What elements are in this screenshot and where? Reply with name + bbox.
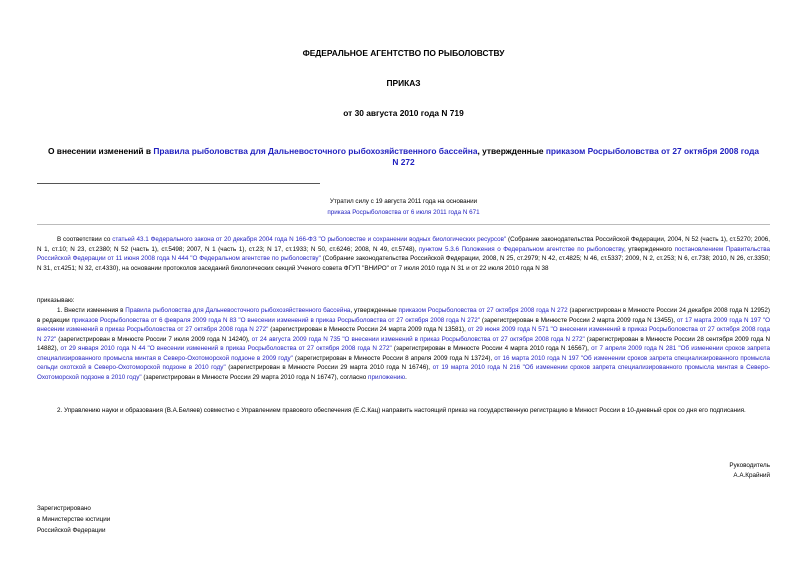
text: 1. Внести изменения в xyxy=(57,307,126,314)
link-order-571[interactable]: от 29 июня 2009 года N 571 "О внесении изменений в приказ Росрыболовства от 27 октября 2008 года N 272" xyxy=(37,326,770,343)
text: (Собрание законодательства Российской Федерации, 2008, N 25, ст.2979; N 42, ст.4825; N 46, ст.5337; 2009, N 2, ст.253; N 6, ст.738; 2010, N 26, ст.3350; N 31, ст.4251; N 32, ст.4330), на основании протоколов заседаний биологических секций Ученого совета ФГУП "ВНИРО" от 7 июля 2010 года N 31 и от 22 июля 2010 года N 38 xyxy=(37,255,770,272)
link-order-197-2009[interactable]: от 17 марта 2009 года N 197 "О внесении изменений в приказ Росрыболовства от 27 октября 2008 года N 272" xyxy=(37,316,770,333)
text: (зарегистрирован в Минюсте России 29 марта 2010 года N 16746), xyxy=(225,364,433,371)
text: (зарегистрирован в Минюсте России 28 сентября 2009 года N 14882), xyxy=(37,335,771,352)
doc-type-heading: ПРИКАЗ xyxy=(386,78,421,88)
link-government-decree[interactable]: постановлением Правительства Российской Федерации от 11 июня 2008 года N 444 "О Федеральном агентстве по рыболовству" xyxy=(37,245,770,262)
clause-1-paragraph xyxy=(37,306,770,382)
text: (зарегистрирован в Минюсте России 2 марта 2009 года N 13455), xyxy=(479,316,677,324)
divider-long xyxy=(37,224,770,225)
signature-name: А.А.Крайний xyxy=(733,472,770,479)
order-word: приказываю: xyxy=(37,297,75,304)
lost-force-note xyxy=(0,196,807,218)
link-order-735[interactable]: от 24 августа 2009 года N 735 "О внесении изменений в приказ Росрыболовства от 27 октября 2008 года N 272" xyxy=(251,335,585,343)
text: (зарегистрирован в Минюсте России 4 марта 2010 года N 16567), xyxy=(391,345,592,352)
text: , утвержденного xyxy=(623,245,675,253)
registration-line-1: Зарегистрировано xyxy=(37,505,91,512)
registration-line-2: в Министерстве юстиции xyxy=(37,516,111,523)
text: (зарегистрирован в Минюсте России 24 декабря 2008 года N 12952) в редакции xyxy=(37,307,771,324)
link-order-83[interactable]: приказов Росрыболовства от 6 февраля 2009 года N 83 "О внесении изменений в приказ Росрыболовства от 27 октября 2008 года N 272" xyxy=(71,316,480,324)
document-title xyxy=(45,146,762,168)
link-order-197-2010[interactable]: от 16 марта 2010 года N 197 "Об изменении сроков запрета специализированного промысла сельди охотской в Северо-Охотоморской подзоне в 2010 году" xyxy=(37,354,770,371)
date-number-heading: от 30 августа 2010 года N 719 xyxy=(343,108,464,118)
text: . xyxy=(405,373,407,381)
title-link-rules[interactable]: Правила рыболовства для Дальневосточного рыбохозяйственного бассейна xyxy=(153,146,478,156)
text: (зарегистрирован в Минюсте России 7 июля 2009 года N 14240), xyxy=(56,335,252,343)
text: , утвержденные xyxy=(350,307,399,314)
title-text-1: О внесении изменений в xyxy=(47,146,154,156)
text: (зарегистрирован в Минюсте России 29 марта 2010 года N 16747), согласно xyxy=(141,373,369,381)
link-appendix[interactable]: приложению xyxy=(368,373,406,381)
link-federal-law[interactable]: статьей 43.1 Федерального закона от 20 декабря 2004 года N 166-ФЗ "О рыболовстве и сохранении водных биологических ресурсов" xyxy=(112,236,507,243)
link-order-272[interactable]: приказом Росрыболовства от 27 октября 2008 года N 272 xyxy=(398,307,568,314)
link-order-216[interactable]: от 19 марта 2010 года N 216 "Об изменении сроков запрета специализированного промысла минтая в Северо-Охотоморской подзоне в 2010 году" xyxy=(37,364,771,381)
link-order-44[interactable]: от 29 января 2010 года N 44 "О внесении изменений в приказ Росрыболовства от 27 октября 2008 года N 272" xyxy=(60,345,392,352)
link-order-281[interactable]: от 7 апреля 2009 года N 281 "Об изменении сроков запрета специализированного промысла минтая в Северо-Охотоморской подзоне в 2009 году" xyxy=(37,345,770,362)
registration-line-3: Российской Федерации xyxy=(37,527,106,534)
text: (зарегистрирован в Минюсте России 24 марта 2009 года N 13581), xyxy=(268,326,468,333)
lost-force-text: Утратил силу с 19 августа 2011 года на основании xyxy=(329,198,478,205)
signature-position: Руководитель xyxy=(729,462,770,469)
link-rules[interactable]: Правила рыболовства для Дальневосточного рыбохозяйственного бассейна xyxy=(125,307,351,314)
link-regulation-point[interactable]: пунктом 5.3.6 Положения о Федеральном агентстве по рыболовству xyxy=(418,245,624,253)
text: В соответствии со xyxy=(57,236,113,243)
lost-force-link[interactable]: приказа Росрыболовства от 6 июля 2011 года N 671 xyxy=(327,209,480,216)
preamble-paragraph xyxy=(37,235,770,273)
title-link-order-272[interactable]: приказом Росрыболовства от 27 октября 2008 года N 272 xyxy=(392,146,760,167)
divider-short xyxy=(37,183,320,184)
title-text-2: , утвержденные xyxy=(477,146,546,156)
text: (Собрание законодательства Российской Федерации, 2004, N 52 (часть 1), ст.5270; 2006, N 1, ст.10; N 23, ст.2380; N 52 (часть 1), ст.5498; 2007, N 1 (часть 1), ст.23; N 17, ст.1933; N 50, ст.6246; 2008, N 49, ст.5748), xyxy=(37,236,770,253)
agency-heading: ФЕДЕРАЛЬНОЕ АГЕНТСТВО ПО РЫБОЛОВСТВУ xyxy=(302,48,505,58)
clause-2-paragraph: 2. Управлению науки и образования (В.А.Беляев) совместно с Управлением правового обеспечения (Е.С.Кац) направить настоящий приказ на государственную регистрацию в Минюст России в 10-дневный срок со дня его подписания. xyxy=(57,407,746,414)
text: (зарегистрирован в Минюсте России 8 апреля 2009 года N 13724), xyxy=(292,354,495,362)
